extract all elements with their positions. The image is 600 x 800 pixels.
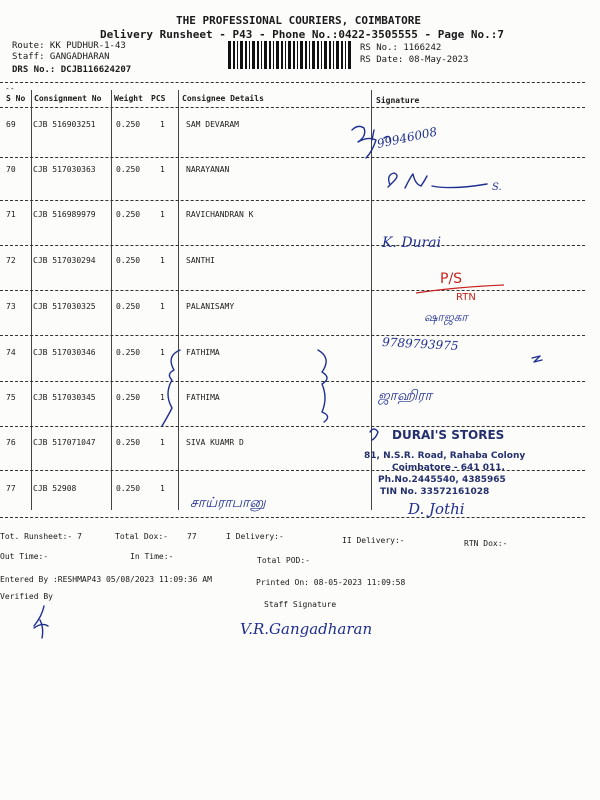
out-time: Out Time:- [0, 552, 49, 561]
barcode [228, 41, 354, 69]
company-name: THE PROFESSIONAL COURIERS, COIMBATORE [176, 14, 422, 27]
drs-number: DRS No.: DCJB116624207 [12, 65, 132, 75]
row76-sign: D. Jothi [408, 500, 465, 518]
verified-by: Verified By [0, 592, 53, 601]
row-divider [0, 200, 585, 201]
cell-consignee: RAVICHANDRAN K [186, 210, 254, 219]
cell-consignment: CJB 517030294 [33, 256, 96, 265]
cell-sno: 71 [6, 210, 16, 219]
shop-stamp [364, 428, 525, 497]
cell-consignee: SAM DEVARAM [186, 120, 239, 129]
cell-consignee: FATHIMA [186, 348, 220, 357]
column-rule [111, 90, 112, 510]
row72-rtn-underline [416, 285, 504, 293]
cell-sno: 77 [6, 484, 16, 493]
row-divider [0, 517, 585, 518]
cell-sno: 76 [6, 438, 16, 447]
cell-consignment: CJB 52908 [33, 484, 77, 493]
cell-consignment: CJB 517071047 [33, 438, 96, 447]
cell-pcs: 1 [160, 302, 165, 311]
cell-weight: 0.250 [116, 348, 141, 357]
cell-pcs: 1 [160, 210, 165, 219]
cell-consignment: CJB 517030363 [33, 165, 96, 174]
row73-tamil: ஷாஜகா [424, 310, 468, 324]
cell-weight: 0.250 [116, 120, 141, 129]
i-delivery: I Delivery:- [226, 532, 284, 541]
col-header-weight: Weight [114, 94, 143, 103]
row69-phone: 99946008 [375, 124, 439, 151]
divider [0, 82, 585, 83]
row-divider [0, 426, 585, 427]
row-divider [0, 381, 585, 382]
column-rule [371, 90, 372, 510]
cell-pcs: 1 [160, 438, 165, 447]
cell-consignee: FATHIMA [186, 393, 220, 402]
cell-weight: 0.250 [116, 256, 141, 265]
svg-text:TIN No. 33572161028: TIN No. 33572161028 [380, 487, 490, 497]
cell-consignee: SIVA KUAMR D [186, 438, 244, 447]
cell-consignment: CJB 516989979 [33, 210, 96, 219]
row-divider [0, 470, 585, 471]
staff-name: Staff: GANGADHARAN [12, 52, 110, 62]
cell-sno: 69 [6, 120, 16, 129]
row-divider [0, 335, 585, 336]
cell-sno: 72 [6, 256, 16, 265]
total-dox-value: 77 [187, 532, 197, 541]
tot-runsheet: Tot. Runsheet:- 7 [0, 532, 82, 541]
cell-pcs: 1 [160, 484, 165, 493]
col-header-consignee: Consignee Details [182, 94, 264, 103]
verified-mark [34, 606, 48, 638]
row75-tamil: ஜாஹிரா [378, 388, 432, 404]
svg-text:DURAI'S STORES: DURAI'S STORES [392, 428, 505, 442]
signature-row70 [388, 173, 487, 188]
row-divider [0, 245, 585, 246]
bracket-right [318, 350, 328, 422]
cell-sno: 75 [6, 393, 16, 402]
staff-signature-label: Staff Signature [264, 600, 337, 609]
cell-consignment: CJB 517030325 [33, 302, 96, 311]
svg-text:81, N.S.R. Road, Rahaba Colony: 81, N.S.R. Road, Rahaba Colony [364, 451, 526, 461]
cell-weight: 0.250 [116, 302, 141, 311]
row-divider [0, 290, 585, 291]
total-dox-label: Total Dox:- [115, 532, 168, 541]
cell-pcs: 1 [160, 120, 165, 129]
ii-delivery: II Delivery:- [342, 536, 405, 545]
total-pod: Total POD:- [257, 556, 310, 565]
cell-sno: 73 [6, 302, 16, 311]
row71-sign: K. Durai [382, 235, 442, 251]
staff-sign: V.R.Gangadharan [240, 620, 373, 638]
cell-consignment: CJB 517030346 [33, 348, 96, 357]
cell-weight: 0.250 [116, 210, 141, 219]
col-header-consignment: Consignment No [34, 94, 102, 103]
cell-consignee: PALANISAMY [186, 302, 235, 311]
rs-date: RS Date: 08-May-2023 [360, 55, 469, 65]
cell-weight: 0.250 [116, 393, 141, 402]
cell-consignment: CJB 517030345 [33, 393, 96, 402]
dash-mark: -- [5, 84, 15, 93]
row72-ps: P/S [440, 271, 463, 287]
in-time: In Time:- [130, 552, 174, 561]
cell-weight: 0.250 [116, 484, 141, 493]
row74-phone: 9789793975 [381, 335, 459, 353]
cell-consignee: SANTHI [186, 256, 215, 265]
cell-consignee: NARAYANAN [186, 165, 230, 174]
row72-rtn: RTN [456, 292, 476, 303]
cell-sno: 70 [6, 165, 16, 174]
svg-text:Coimbatore - 641 011.: Coimbatore - 641 011. [392, 463, 505, 473]
cell-weight: 0.250 [116, 165, 141, 174]
svg-text:Ph.No.2445540, 4385965: Ph.No.2445540, 4385965 [378, 475, 506, 485]
column-rule [31, 90, 32, 510]
cell-pcs: 1 [160, 165, 165, 174]
printed-on: Printed On: 08-05-2023 11:09:58 [256, 578, 406, 587]
col-header-signature: Signature [376, 96, 420, 105]
cell-sno: 74 [6, 348, 16, 357]
column-rule [178, 90, 179, 510]
cell-pcs: 1 [160, 256, 165, 265]
route: Route: KK PUDHUR-1-43 [12, 41, 126, 51]
row70-suffix: S. [492, 182, 502, 193]
col-header-sno: S No [6, 94, 26, 103]
row-divider [0, 157, 585, 158]
divider [0, 107, 585, 108]
rs-number: RS No.: 1166242 [360, 43, 442, 53]
cell-weight: 0.250 [116, 438, 141, 447]
entered-by: Entered By :RESHMAP43 05/08/2023 11:09:36 AM [0, 575, 212, 584]
rtn-dox: RTN Dox:- [464, 539, 508, 548]
runsheet-title: Delivery Runsheet - P43 - Phone No.:0422-3505555 - Page No.:7 [100, 28, 504, 41]
cell-pcs: 1 [160, 393, 165, 402]
cell-consignment: CJB 516903251 [33, 120, 96, 129]
col-header-pcs: PCS [151, 94, 166, 103]
cell-pcs: 1 [160, 348, 165, 357]
row77-tamil: சாய்ராபானு [190, 495, 266, 511]
row74-mark [532, 356, 542, 362]
